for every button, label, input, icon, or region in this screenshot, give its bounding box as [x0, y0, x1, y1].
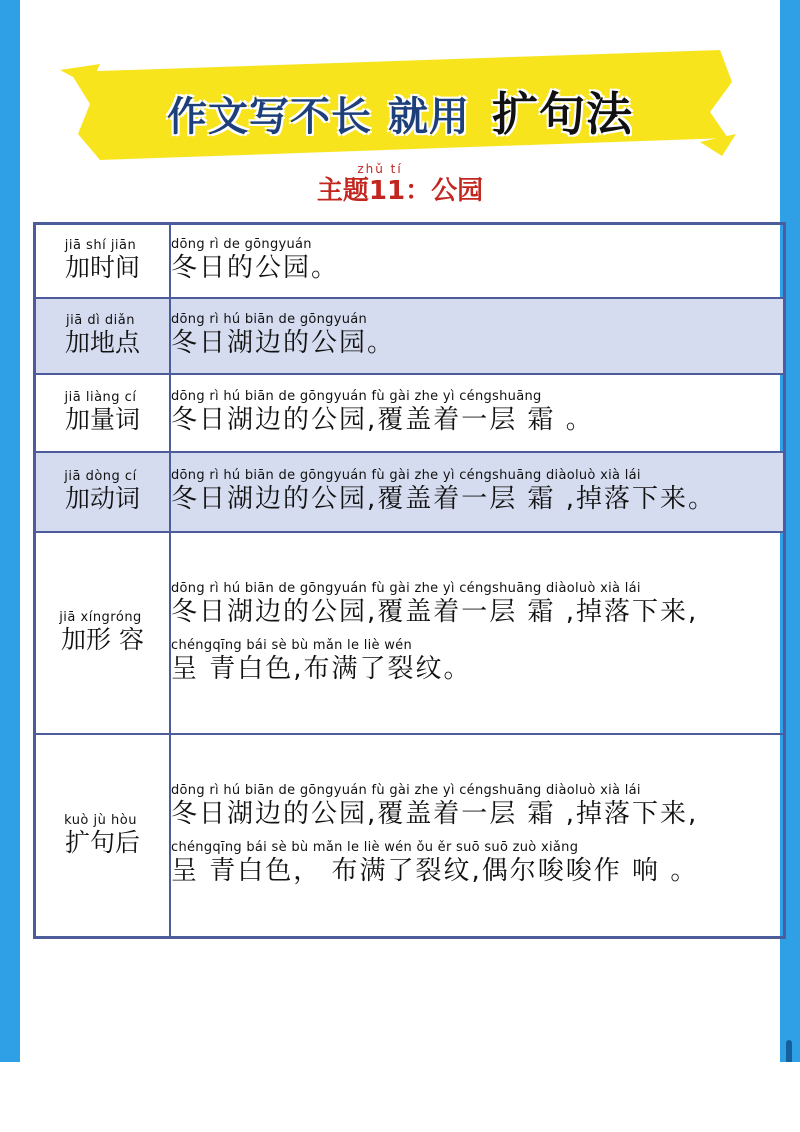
label-text: 加时间 [64, 253, 140, 283]
title-part-2: 就用 [388, 94, 470, 140]
label-text: 加量词 [64, 405, 140, 434]
table-row [35, 452, 785, 532]
row-label [35, 734, 171, 938]
expansion-table [33, 222, 786, 939]
line-pinyin: chéngqīng bái sè bù mǎn le liè wén ǒu ěr suō suō zuò xiǎng [171, 840, 579, 856]
row-content [170, 532, 785, 734]
table-row [35, 532, 785, 734]
row-content [170, 298, 785, 374]
label-text: 扩句后 [64, 827, 140, 857]
row-content [170, 734, 785, 938]
line-text: 呈 青白色， 布满了裂纹,偶尔唆唆作 响 。 [171, 856, 699, 887]
line-text: 冬日湖边的公园,覆盖着一层 霜 ,掉落下来, [171, 596, 699, 627]
label-pinyin: jiā shí jiān [64, 238, 137, 254]
label-pinyin: jiā dòng cí [64, 469, 137, 484]
line-text: 呈 青白色,布满了裂纹。 [171, 653, 472, 684]
table-row [35, 374, 785, 452]
label-pinyin: kuò jù hòu [64, 812, 137, 828]
page-title [60, 78, 740, 144]
line-pinyin: chéngqīng bái sè bù mǎn le liè wén [171, 637, 413, 653]
row-label [35, 224, 171, 298]
label-text: 加地点 [64, 328, 140, 357]
row-content [170, 374, 785, 452]
table-row [35, 298, 785, 374]
row-label [35, 374, 171, 452]
line-text: 冬日湖边的公园,覆盖着一层 霜 ,掉落下来。 [171, 484, 717, 514]
label-text: 加形 容 [61, 625, 144, 654]
table-row [35, 224, 785, 298]
title-banner [60, 42, 740, 162]
label-pinyin: jiā dì diǎn [66, 313, 135, 328]
topic-heading [290, 162, 510, 206]
label-pinyin: jiā xíngróng [59, 610, 142, 625]
line-pinyin: dōng rì hú biān de gōngyuán fù gài zhe yì céngshuāng [171, 389, 542, 404]
table-row [35, 734, 785, 938]
row-label [35, 532, 171, 734]
worksheet-page [20, 0, 780, 1062]
line-text: 冬日湖边的公园,覆盖着一层 霜 ,掉落下来, [171, 799, 699, 830]
row-content [170, 224, 785, 298]
row-label [35, 298, 171, 374]
line-text: 冬日的公园。 [171, 253, 340, 284]
bottom-margin [0, 1062, 800, 1132]
topic-title: 主题11：公园 [316, 176, 484, 206]
left-frame-border [0, 0, 20, 1132]
line-text: 冬日湖边的公园,覆盖着一层 霜 。 [171, 405, 594, 435]
line-pinyin: dōng rì hú biān de gōngyuán fù gài zhe yì céngshuāng diàoluò xià lái [171, 468, 641, 483]
title-part-3: 扩句法 [492, 87, 633, 141]
topic-pinyin: zhǔ tí [357, 162, 403, 176]
label-pinyin: jiā liàng cí [64, 390, 137, 405]
line-text: 冬日湖边的公园。 [171, 328, 396, 358]
line-pinyin: dōng rì hú biān de gōngyuán fù gài zhe yì céngshuāng diàoluò xià lái [171, 783, 641, 799]
title-part-1: 作文写不长 [167, 94, 372, 140]
line-pinyin: dōng rì hú biān de gōngyuán [171, 312, 368, 327]
line-pinyin: dōng rì de gōngyuán [171, 237, 312, 253]
row-content [170, 452, 785, 532]
line-pinyin: dōng rì hú biān de gōngyuán fù gài zhe yì céngshuāng diàoluò xià lái [171, 580, 641, 596]
row-label [35, 452, 171, 532]
label-text: 加动词 [64, 484, 140, 513]
